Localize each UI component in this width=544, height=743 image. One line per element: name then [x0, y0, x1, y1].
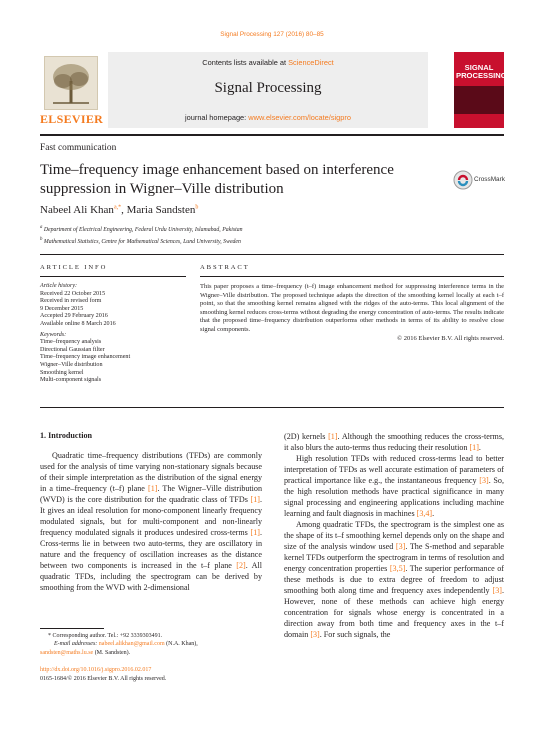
corresponding-author-note: * Corresponding author. Tel.: +92 3339303491. [48, 633, 163, 639]
author-name[interactable]: Maria Sandsten [126, 204, 196, 216]
article-type: Fast communication [40, 143, 117, 153]
author-separator: , [121, 204, 127, 216]
keyword-item: Time–frequency analysis [40, 339, 102, 346]
keywords-label: Keywords: [40, 331, 67, 338]
intro-paragraph [284, 519, 504, 640]
paragraph-text: . However, none of these methods can achieve high energy concentration for signals whose energy is concentrated in a direction away from both time and frequency axes in the t–f domain [284, 586, 504, 639]
citation-link[interactable]: [3] [479, 476, 489, 485]
crossmark-label: CrossMark [474, 176, 505, 183]
author-marks[interactable]: a,* [113, 204, 122, 211]
history-item: Received in revised form [40, 298, 102, 305]
journal-banner [108, 52, 428, 128]
author-name[interactable]: Nabeel Ali Khan [40, 204, 114, 216]
intro-paragraph [40, 450, 262, 593]
article-info [40, 283, 190, 385]
paragraph-text: Quadratic time–frequency distributions (TFDs) are commonly used for the analysis of time varying non-stationary signals because of their simple interpretation as the distribution of the signal energy in a time–frequency (t–f) plane [40, 451, 262, 493]
paragraph-text: . So, the high resolution methods have practical significance in many signal processing and engineering applications including machine learning and fault diagnosis in machines [284, 476, 504, 518]
citation-link[interactable]: [1] [250, 495, 260, 504]
intro-paragraph [284, 431, 504, 453]
history-label: Article history: [40, 283, 78, 289]
journal-cover-thumbnail[interactable] [454, 52, 507, 128]
doi-link[interactable]: http://dx.doi.org/10.1016/j.sigpro.2016.02.017 [40, 667, 152, 673]
email-link[interactable]: sandsten@maths.lu.se [40, 649, 94, 656]
elsevier-tree-icon [44, 56, 98, 110]
keyword-item: Directional Gaussian filter [40, 346, 105, 353]
citation-link[interactable]: [1] [328, 432, 338, 441]
cover-graphic [454, 86, 504, 114]
affiliation-mark: a [40, 225, 43, 230]
email-note [40, 640, 262, 648]
paragraph-text: . The S-method and separable kernel TFDs outperform the spectrogram in terms of resolution and energy concentration properties [284, 542, 504, 573]
email-note-cont [40, 649, 262, 657]
citation-link[interactable]: [1] [250, 528, 260, 537]
citation-link[interactable]: [2] [236, 561, 246, 570]
keyword-item: Wigner–Ville distribution [40, 361, 103, 368]
paragraph-text: . All quadratic TFDs, including the spectrogram can be derived by smoothing from the WVD with 2-dimensional [40, 561, 262, 592]
affiliation-mark: b [40, 236, 43, 242]
keyword-item: Multi-component signals [40, 377, 102, 384]
contents-prefix: Contents lists available at [202, 58, 289, 67]
citation-link[interactable]: [3,4] [416, 509, 433, 518]
abstract-copyright: © 2016 Elsevier B.V. All rights reserved. [397, 334, 504, 342]
history-list [40, 291, 190, 329]
publisher-name: ELSEVIER [40, 112, 104, 126]
abstract-body: This paper proposes a time–frequency (t–f) image enhancement method for suppressing interference terms in the Wigner–Ville distribution. The proposed technique adapts the direction of the smoothing kernel locally at each t–f point, so that the smoothing kernel remains aligned with the ridges of the auto-terms. This local alignment of the smoothing kernel reduces cross-terms without degrading the energy concentration of auto-terms. The results indicate that the proposed time–frequency distribution outperforms other methods in terms of its ability to resolve close signal components. [200, 283, 504, 333]
email-link[interactable]: nabeel.alikhan@gmail.com [98, 641, 165, 648]
article-info-heading: ARTICLE INFO [40, 264, 108, 271]
author-list [40, 204, 198, 216]
intro-paragraph [284, 453, 504, 519]
paragraph-text: . Cross-terms lie in between two auto-terms, they are oscillatory in nature and the frequency of oscillation increases as the distance between two components is increased in the t–f plane [40, 528, 262, 570]
citation-link[interactable]: [3] [395, 542, 406, 551]
email-owner: (M. Sandsten). [93, 649, 131, 656]
paragraph-text: . [432, 509, 435, 518]
paragraph-text: . The superior performance of these methods is due to extra degree of freedom to adjust smoothing both along time and frequency axes independently [284, 564, 505, 595]
email-label: E-mail addresses: [54, 641, 99, 648]
cover-title [456, 63, 507, 80]
paragraph-text: High resolution TFDs with reduced cross-terms lead to better interpretation of TFDs as well accurate estimation of parameters of practical importance like e.g., the instantaneous frequency [284, 454, 504, 485]
paragraph-text: Among quadratic TFDs, the spectrogram is the simplest one as the shape of its t–f smoothing kernel depends only on the shape and size of the analysis window used [284, 520, 504, 551]
footnotes [40, 632, 262, 657]
paragraph-text: . Although the smoothing reduces the cross-terms, it also blurs the auto-terms thus reducing their resolution [284, 432, 504, 452]
crossmark-badge[interactable] [452, 168, 504, 194]
author-marks[interactable]: b [195, 204, 199, 211]
keyword-list [40, 339, 190, 385]
keyword-item: Smoothing kernel [40, 369, 84, 376]
intro-left-column [40, 450, 262, 593]
affiliation [40, 235, 243, 247]
cover-title-line-2: PROCESSING [456, 71, 507, 80]
email-owner: (N.A. Khan), [164, 641, 198, 648]
homepage-line [108, 113, 428, 122]
citation-link[interactable]: [3] [492, 586, 502, 595]
intro-right-column [284, 431, 504, 640]
journal-reference[interactable]: Signal Processing 127 (2016) 80–85 [220, 31, 324, 38]
paragraph-text: . For such signals, the [319, 630, 391, 639]
footnote-rule [40, 628, 104, 629]
issn-line: 0165-1684/© 2016 Elsevier B.V. All rights reserved. [40, 676, 167, 682]
affiliation [40, 223, 243, 235]
paragraph-text: . It gives an ideal resolution for mono-component linearly frequency modulated signals, but for multi-component and non-linearly frequency modulated signals it produces undesired cross-terms [40, 495, 262, 537]
elsevier-logo[interactable] [40, 52, 102, 128]
citation-link[interactable]: [1] [148, 484, 158, 493]
introduction-heading: 1. Introduction [40, 431, 93, 440]
abstract-rule [200, 276, 504, 277]
paragraph-text: . [478, 443, 481, 452]
history-item: Available online 8 March 2016 [40, 320, 116, 327]
citation-link[interactable]: [3,5] [389, 564, 406, 573]
history-item: Received 22 October 2015 [40, 290, 106, 297]
affiliation-text: Department of Electrical Engineering, Federal Urdu University, Islamabad, Pakistan [43, 226, 243, 233]
cover-title-line-1: SIGNAL [464, 63, 494, 72]
paragraph-text: . The Wigner–Ville distribution (WVD) is the core distribution for the quadratic class of TFDs [40, 484, 263, 504]
abstract-heading: ABSTRACT [200, 264, 250, 271]
journal-name[interactable]: Signal Processing [214, 80, 322, 96]
citation-link[interactable]: [1] [469, 443, 479, 452]
article-title: Time–frequency image enhancement based on interference suppression in Wigner–Ville distribution [40, 162, 394, 197]
affiliation-text: Mathematical Statistics, Centre for Mathematical Sciences, Lund University, Sweden [43, 238, 241, 245]
sciencedirect-link[interactable]: ScienceDirect [288, 58, 334, 67]
article-info-rule [40, 276, 186, 277]
history-item: Accepted 29 February 2016 [40, 313, 108, 320]
affiliations [40, 223, 243, 247]
keyword-item: Time–frequency image enhancement [40, 354, 131, 361]
homepage-link[interactable]: www.elsevier.com/locate/sigpro [248, 113, 351, 122]
abstract [200, 283, 504, 343]
homepage-prefix: journal homepage: [185, 113, 249, 122]
contents-line [108, 58, 428, 67]
citation-link[interactable]: [3] [310, 630, 320, 639]
section-divider [40, 254, 504, 255]
paragraph-text: (2D) kernels [284, 432, 329, 441]
header-divider [40, 134, 504, 136]
journal-header [40, 52, 507, 128]
body-divider [40, 407, 504, 408]
history-item: 9 December 2015 [40, 305, 84, 312]
